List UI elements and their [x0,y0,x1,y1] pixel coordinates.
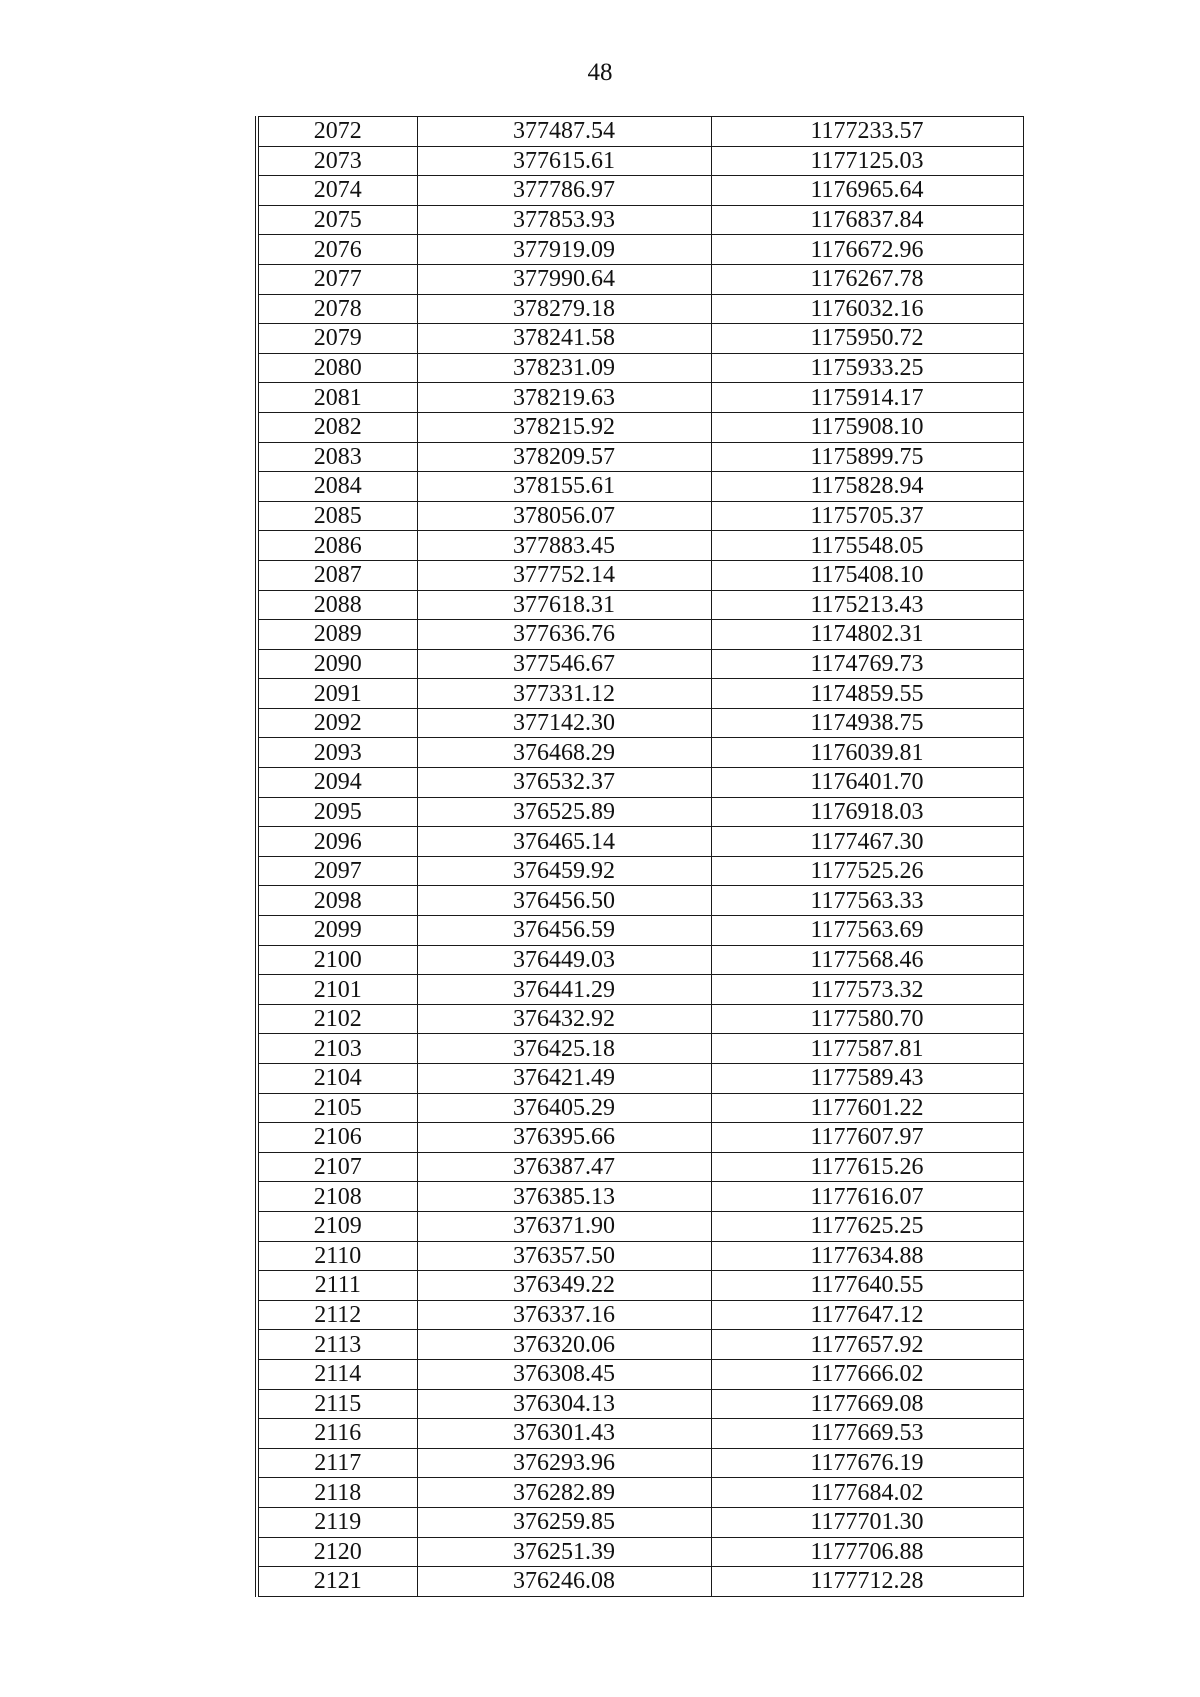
point-number-cell: 2079 [257,324,417,354]
x-coordinate-cell: 376525.89 [417,797,711,827]
table-row [257,708,1023,738]
x-coordinate-cell: 376421.49 [417,1064,711,1094]
table-row [257,1478,1023,1508]
x-coordinate-cell: 376395.66 [417,1123,711,1153]
point-number-cell: 2103 [257,1034,417,1064]
table-row [257,353,1023,383]
point-number-cell: 2101 [257,975,417,1005]
x-coordinate-cell: 376432.92 [417,1004,711,1034]
x-coordinate-cell: 377615.61 [417,146,711,176]
x-coordinate-cell: 376459.92 [417,856,711,886]
point-number-cell: 2073 [257,146,417,176]
table-row [257,1330,1023,1360]
x-coordinate-cell: 376308.45 [417,1359,711,1389]
y-coordinate-cell: 1175548.05 [711,531,1023,561]
x-coordinate-cell: 376425.18 [417,1034,711,1064]
x-coordinate-cell: 376282.89 [417,1478,711,1508]
y-coordinate-cell: 1177647.12 [711,1300,1023,1330]
x-coordinate-cell: 376259.85 [417,1507,711,1537]
point-number-cell: 2100 [257,945,417,975]
table-row [257,797,1023,827]
table-row [257,324,1023,354]
y-coordinate-cell: 1177573.32 [711,975,1023,1005]
x-coordinate-cell: 378241.58 [417,324,711,354]
x-coordinate-cell: 376385.13 [417,1182,711,1212]
x-coordinate-cell: 376337.16 [417,1300,711,1330]
table-row [257,1448,1023,1478]
point-number-cell: 2081 [257,383,417,413]
x-coordinate-cell: 376251.39 [417,1537,711,1567]
table-row [257,1300,1023,1330]
y-coordinate-cell: 1177669.53 [711,1419,1023,1449]
point-number-cell: 2086 [257,531,417,561]
point-number-cell: 2112 [257,1300,417,1330]
point-number-cell: 2108 [257,1182,417,1212]
table-row [257,264,1023,294]
table-row [257,117,1023,147]
x-coordinate-cell: 376456.59 [417,916,711,946]
y-coordinate-cell: 1174802.31 [711,620,1023,650]
y-coordinate-cell: 1177467.30 [711,827,1023,857]
point-number-cell: 2080 [257,353,417,383]
y-coordinate-cell: 1176918.03 [711,797,1023,827]
x-coordinate-cell: 376349.22 [417,1271,711,1301]
x-coordinate-cell: 376371.90 [417,1211,711,1241]
point-number-cell: 2083 [257,442,417,472]
y-coordinate-cell: 1175705.37 [711,501,1023,531]
y-coordinate-cell: 1175408.10 [711,560,1023,590]
y-coordinate-cell: 1176672.96 [711,235,1023,265]
point-number-cell: 2121 [257,1567,417,1597]
x-coordinate-cell: 378155.61 [417,472,711,502]
table-row [257,886,1023,916]
table-row [257,945,1023,975]
point-number-cell: 2074 [257,176,417,206]
table-body [257,117,1023,1597]
point-number-cell: 2105 [257,1093,417,1123]
table-row [257,1211,1023,1241]
y-coordinate-cell: 1176039.81 [711,738,1023,768]
y-coordinate-cell: 1176965.64 [711,176,1023,206]
point-number-cell: 2102 [257,1004,417,1034]
point-number-cell: 2094 [257,768,417,798]
y-coordinate-cell: 1175828.94 [711,472,1023,502]
y-coordinate-cell: 1177616.07 [711,1182,1023,1212]
x-coordinate-cell: 376387.47 [417,1152,711,1182]
point-number-cell: 2107 [257,1152,417,1182]
x-coordinate-cell: 378056.07 [417,501,711,531]
table-row [257,442,1023,472]
y-coordinate-cell: 1177712.28 [711,1567,1023,1597]
y-coordinate-cell: 1175899.75 [711,442,1023,472]
x-coordinate-cell: 377636.76 [417,620,711,650]
table-row [257,649,1023,679]
table-row [257,975,1023,1005]
x-coordinate-cell: 376449.03 [417,945,711,975]
y-coordinate-cell: 1177615.26 [711,1152,1023,1182]
point-number-cell: 2114 [257,1359,417,1389]
x-coordinate-cell: 377853.93 [417,205,711,235]
y-coordinate-cell: 1177625.25 [711,1211,1023,1241]
point-number-cell: 2099 [257,916,417,946]
y-coordinate-cell: 1177657.92 [711,1330,1023,1360]
table-row [257,1152,1023,1182]
y-coordinate-cell: 1176032.16 [711,294,1023,324]
table-row [257,1507,1023,1537]
point-number-cell: 2097 [257,856,417,886]
point-number-cell: 2092 [257,708,417,738]
table-row [257,590,1023,620]
y-coordinate-cell: 1177568.46 [711,945,1023,975]
x-coordinate-cell: 376465.14 [417,827,711,857]
x-coordinate-cell: 377331.12 [417,679,711,709]
y-coordinate-cell: 1177607.97 [711,1123,1023,1153]
y-coordinate-cell: 1175933.25 [711,353,1023,383]
point-number-cell: 2077 [257,264,417,294]
coordinates-table-container [255,116,1021,1597]
table-row [257,205,1023,235]
table-row [257,294,1023,324]
y-coordinate-cell: 1174938.75 [711,708,1023,738]
x-coordinate-cell: 377883.45 [417,531,711,561]
point-number-cell: 2090 [257,649,417,679]
point-number-cell: 2085 [257,501,417,531]
point-number-cell: 2095 [257,797,417,827]
table-row [257,531,1023,561]
x-coordinate-cell: 377487.54 [417,117,711,147]
y-coordinate-cell: 1177701.30 [711,1507,1023,1537]
point-number-cell: 2076 [257,235,417,265]
point-number-cell: 2118 [257,1478,417,1508]
table-row [257,1241,1023,1271]
table-row [257,1567,1023,1597]
x-coordinate-cell: 377546.67 [417,649,711,679]
table-row [257,176,1023,206]
table-row [257,1271,1023,1301]
table-row [257,412,1023,442]
point-number-cell: 2104 [257,1064,417,1094]
point-number-cell: 2117 [257,1448,417,1478]
y-coordinate-cell: 1174769.73 [711,649,1023,679]
point-number-cell: 2111 [257,1271,417,1301]
y-coordinate-cell: 1177684.02 [711,1478,1023,1508]
page-number: 48 [587,59,613,86]
point-number-cell: 2089 [257,620,417,650]
y-coordinate-cell: 1177666.02 [711,1359,1023,1389]
y-coordinate-cell: 1175950.72 [711,324,1023,354]
y-coordinate-cell: 1174859.55 [711,679,1023,709]
point-number-cell: 2115 [257,1389,417,1419]
table-row [257,1537,1023,1567]
y-coordinate-cell: 1177601.22 [711,1093,1023,1123]
table-row [257,146,1023,176]
y-coordinate-cell: 1177676.19 [711,1448,1023,1478]
point-number-cell: 2106 [257,1123,417,1153]
y-coordinate-cell: 1177669.08 [711,1389,1023,1419]
point-number-cell: 2082 [257,412,417,442]
point-number-cell: 2119 [257,1507,417,1537]
table-row [257,501,1023,531]
point-number-cell: 2072 [257,117,417,147]
table-row [257,560,1023,590]
x-coordinate-cell: 378231.09 [417,353,711,383]
y-coordinate-cell: 1177563.33 [711,886,1023,916]
x-coordinate-cell: 376468.29 [417,738,711,768]
y-coordinate-cell: 1177525.26 [711,856,1023,886]
y-coordinate-cell: 1177587.81 [711,1034,1023,1064]
point-number-cell: 2110 [257,1241,417,1271]
point-number-cell: 2093 [257,738,417,768]
point-number-cell: 2091 [257,679,417,709]
x-coordinate-cell: 377919.09 [417,235,711,265]
x-coordinate-cell: 377786.97 [417,176,711,206]
y-coordinate-cell: 1177706.88 [711,1537,1023,1567]
x-coordinate-cell: 378219.63 [417,383,711,413]
point-number-cell: 2096 [257,827,417,857]
table-row [257,738,1023,768]
point-number-cell: 2075 [257,205,417,235]
x-coordinate-cell: 378215.92 [417,412,711,442]
x-coordinate-cell: 377990.64 [417,264,711,294]
point-number-cell: 2078 [257,294,417,324]
point-number-cell: 2120 [257,1537,417,1567]
table-row [257,1093,1023,1123]
point-number-cell: 2087 [257,560,417,590]
table-row [257,472,1023,502]
table-row [257,1389,1023,1419]
point-number-cell: 2116 [257,1419,417,1449]
x-coordinate-cell: 376246.08 [417,1567,711,1597]
x-coordinate-cell: 376357.50 [417,1241,711,1271]
point-number-cell: 2113 [257,1330,417,1360]
table-row [257,916,1023,946]
y-coordinate-cell: 1175908.10 [711,412,1023,442]
coordinates-table [255,116,1024,1597]
y-coordinate-cell: 1177233.57 [711,117,1023,147]
table-row [257,827,1023,857]
table-row [257,1359,1023,1389]
table-row [257,1123,1023,1153]
table-row [257,620,1023,650]
x-coordinate-cell: 377618.31 [417,590,711,620]
table-row [257,679,1023,709]
y-coordinate-cell: 1177580.70 [711,1004,1023,1034]
x-coordinate-cell: 377142.30 [417,708,711,738]
table-row [257,1419,1023,1449]
y-coordinate-cell: 1176267.78 [711,264,1023,294]
x-coordinate-cell: 376293.96 [417,1448,711,1478]
point-number-cell: 2109 [257,1211,417,1241]
table-row [257,1182,1023,1212]
x-coordinate-cell: 378209.57 [417,442,711,472]
table-row [257,1034,1023,1064]
table-row [257,1004,1023,1034]
table-row [257,383,1023,413]
point-number-cell: 2084 [257,472,417,502]
y-coordinate-cell: 1177563.69 [711,916,1023,946]
y-coordinate-cell: 1177640.55 [711,1271,1023,1301]
x-coordinate-cell: 376441.29 [417,975,711,1005]
x-coordinate-cell: 377752.14 [417,560,711,590]
table-row [257,768,1023,798]
table-row [257,856,1023,886]
y-coordinate-cell: 1176837.84 [711,205,1023,235]
table-row [257,1064,1023,1094]
point-number-cell: 2098 [257,886,417,916]
y-coordinate-cell: 1177125.03 [711,146,1023,176]
y-coordinate-cell: 1177634.88 [711,1241,1023,1271]
y-coordinate-cell: 1175213.43 [711,590,1023,620]
x-coordinate-cell: 378279.18 [417,294,711,324]
y-coordinate-cell: 1175914.17 [711,383,1023,413]
x-coordinate-cell: 376405.29 [417,1093,711,1123]
y-coordinate-cell: 1176401.70 [711,768,1023,798]
x-coordinate-cell: 376532.37 [417,768,711,798]
table-row [257,235,1023,265]
x-coordinate-cell: 376456.50 [417,886,711,916]
x-coordinate-cell: 376304.13 [417,1389,711,1419]
point-number-cell: 2088 [257,590,417,620]
x-coordinate-cell: 376301.43 [417,1419,711,1449]
x-coordinate-cell: 376320.06 [417,1330,711,1360]
y-coordinate-cell: 1177589.43 [711,1064,1023,1094]
